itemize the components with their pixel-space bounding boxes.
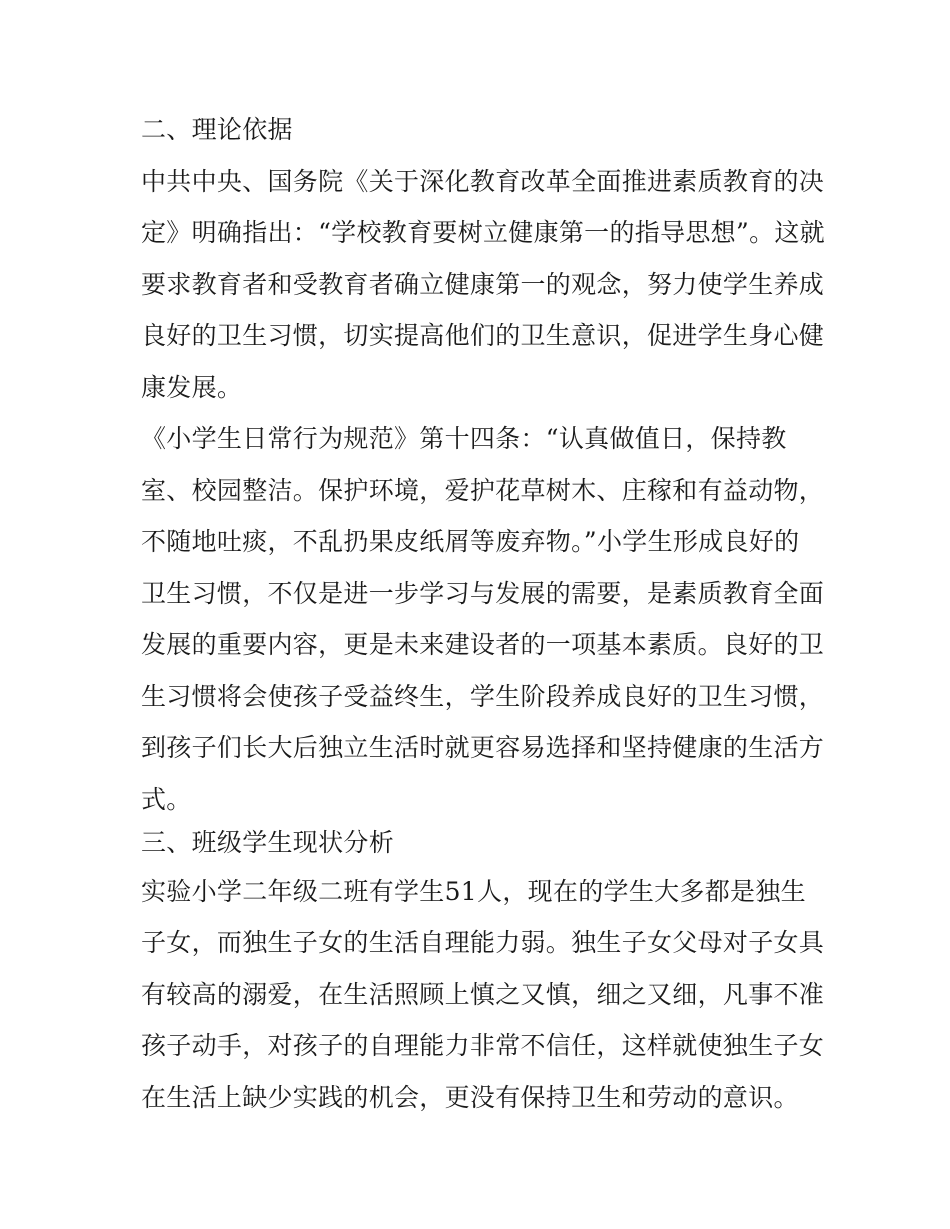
text-line: 卫生习惯，不仅是进一步学习与发展的需要，是素质教育全面: [141, 579, 825, 608]
text-line: 康发展。: [141, 373, 243, 402]
text-line: 《小学生日常行为规范》第十四条：“认真做值日，保持教: [141, 424, 787, 453]
section-heading-theory: 二、理论依据: [141, 115, 293, 144]
text-line: 有较高的溺爱，在生活照顾上慎之又慎，细之又细，凡事不准: [141, 980, 825, 1009]
text-line: 实验小学二年级二班有学生51人，现在的学生大多都是独生: [141, 877, 806, 906]
text-line: 生习惯将会使孩子受益终生，学生阶段养成良好的卫生习惯，: [141, 682, 825, 711]
text-line: 中共中央、国务院《关于深化教育改革全面推进素质教育的决: [141, 167, 825, 196]
text-line: 式。: [141, 785, 192, 814]
text-line: 要求教育者和受教育者确立健康第一的观念，努力使学生养成: [141, 270, 825, 299]
text-line: 孩子动手，对孩子的自理能力非常不信任，这样就使独生子女: [141, 1031, 825, 1060]
text-line: 良好的卫生习惯，切实提高他们的卫生意识，促进学生身心健: [141, 321, 825, 350]
text-line: 子女，而独生子女的生活自理能力弱。独生子女父母对子女具: [141, 928, 825, 957]
section-heading-class-analysis: 三、班级学生现状分析: [141, 828, 395, 857]
text-line: 不随地吐痰，不乱扔果皮纸屑等废弃物。”小学生形成良好的: [141, 527, 800, 556]
text-line: 定》明确指出：“学校教育要树立健康第一的指导思想”。这就: [141, 218, 825, 247]
text-line: 室、校园整洁。保护环境，爱护花草树木、庄稼和有益动物，: [141, 476, 825, 505]
text-line: 在生活上缺少实践的机会，更没有保持卫生和劳动的意识。: [141, 1083, 799, 1112]
text-line: 发展的重要内容，更是未来建设者的一项基本素质。良好的卫: [141, 630, 825, 659]
text-line: 到孩子们长大后独立生活时就更容易选择和坚持健康的生活方: [141, 733, 825, 762]
